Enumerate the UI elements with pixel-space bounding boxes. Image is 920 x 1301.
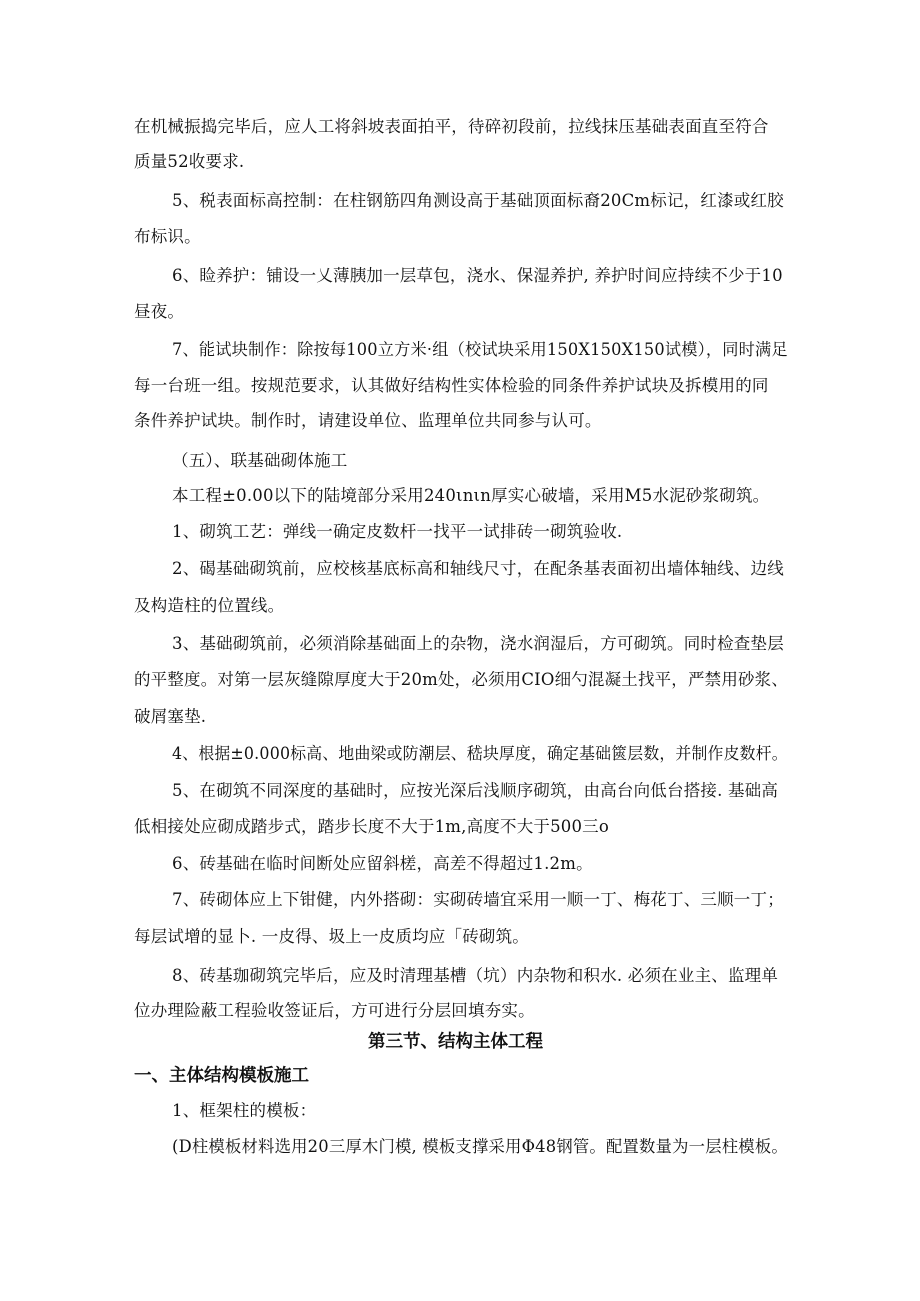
body-line: 7、能试块制作：除按每100立方米·组（校试块采用150X150X150试模），同时满足 [172, 340, 788, 359]
subheading: 1、框架柱的模板： [172, 1101, 317, 1120]
body-line: 本工程±0.00以下的陆境部分采用240ιnιn厚实心破墙，采用M5水泥砂浆砌筑。 [172, 486, 770, 505]
body-line: 7、砖砌体应上下钳健，内外搭砌：实砌砖墙宜采用一顺一丁、梅花丁、三顺一丁； [172, 890, 784, 909]
body-line: 5、税表面标高控制：在柱钢筋四角测设高于基础顶面标裔20Cm标记，红漆或红胶 [172, 191, 784, 210]
body-line: 破屑塞垫. [134, 707, 207, 726]
body-line: 6、睑养护：铺设一乂薄胰加一层草包，浇水、保湿养护, 养护时间应持续不少于10 [172, 266, 783, 285]
body-line: 质量52收要求. [134, 152, 245, 171]
body-line: 条件养护试块。制作时，请建设单位、监理单位共同参与认可。 [134, 411, 602, 430]
body-line: 5、在砌筑不同深度的基础时，应按光深后浅顺序砌筑，由高台向低台搭接. 基础高 [172, 781, 779, 800]
chapter-heading: 一、主体结构模板施工 [134, 1066, 309, 1086]
body-line: 低相接处应砌成踏步式，踏步长度不大于1m,高度不大于500三o [134, 817, 610, 836]
body-line: 的平整度。对第一层灰缝隙厚度大于20m处，必须用CIO细勺混凝土找平，严禁用砂浆、 [134, 670, 789, 689]
section-title: 第三节、结构主体工程 [368, 1032, 543, 1052]
body-line: 8、砖基珈砌筑完毕后，应及时清理基槽（坑）内杂物和积水. 必须在业主、监理单 [172, 966, 779, 985]
body-line: 每层试增的显卜. 一皮得、圾上一皮质均应「砖砌筑。 [134, 927, 529, 946]
body-line: 1、砌筑工艺：弹线一确定皮数杆一找平一试排砖一砌筑验收. [172, 522, 623, 541]
body-line: 2、碣基础砌筑前，应校核基底标高和轴线尺寸，在配条基表面初出墙体轴线、边线 [172, 559, 784, 578]
body-line: 4、根据±0.000标高、地曲梁或防潮层、嵇块厚度，确定基础篋层数，并制作皮数杆。 [172, 744, 788, 763]
body-line: 布标识。 [134, 227, 201, 246]
body-line: (D柱模板材料选用20三厚木门模, 模板支撑采用Φ48钢管。配置数量为一层柱模板。 [172, 1137, 788, 1156]
body-line: 及构造柱的位置线。 [134, 596, 285, 615]
body-line: 昼夜。 [134, 302, 185, 321]
subsection-heading: （五）、联基础砌体施工 [172, 451, 348, 470]
body-line: 位办理险蔽工程验收签证后，方可进行分层回填夯实。 [134, 1001, 535, 1020]
body-line: 3、基础砌筑前，必须消除基础面上的杂物，浇水润湿后，方可砌筑。同时检查垫层 [172, 634, 784, 653]
body-line: 6、砖基础在临时间断处应留斜槎，高差不得超过1.2m。 [172, 854, 593, 873]
body-line: 在机械振捣完毕后，应人工将斜坡表面拍平，待碎初段前，拉线抹压基础表面直至符合 [134, 117, 769, 136]
body-line: 每一台班一组。按规范要求，认其做好结构性实体检验的同条件养护试块及拆模用的同 [134, 376, 769, 395]
